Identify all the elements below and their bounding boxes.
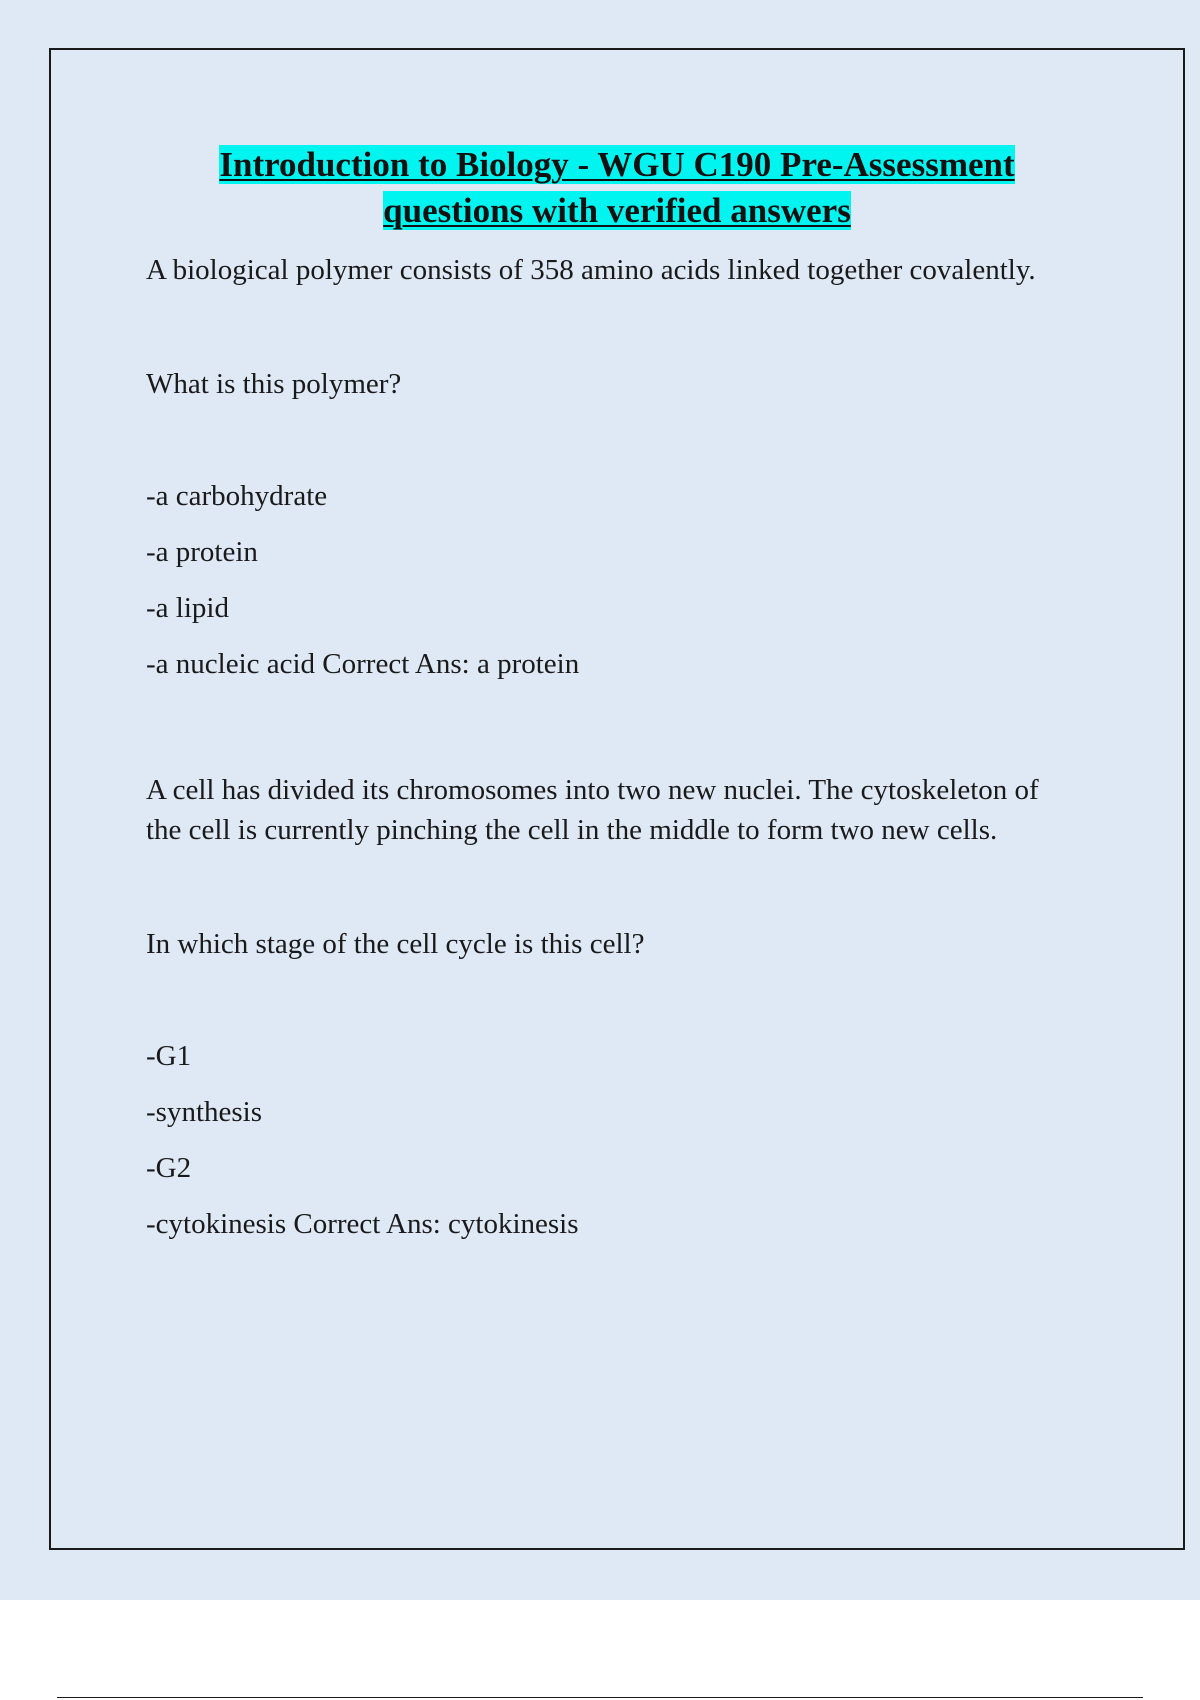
question-2-option: -G2 [146,1152,192,1184]
question-2-option-with-answer: -cytokinesis Correct Ans: cytokinesis [146,1208,579,1240]
question-1-option: -a carbohydrate [146,480,328,512]
question-2-scenario: A cell has divided its chromosomes into two new nuclei. The cytoskeleton of the cell is currently pinching the cell in the middle to form two new cells. [146,774,1039,846]
document-title [0,142,1200,234]
title-line-2: questions with verified answers [383,191,851,230]
question-2-option: -synthesis [146,1096,262,1128]
question-1-options [146,476,1046,700]
document-body [146,250,1046,1260]
title-line-1: Introduction to Biology - WGU C190 Pre-Assessment [219,145,1015,184]
question-1-option-with-answer: -a nucleic acid Correct Ans: a protein [146,648,580,680]
question-2-stem: In which stage of the cell cycle is this cell? [146,928,645,960]
question-1-scenario: A biological polymer consists of 358 amino acids linked together covalently. [146,254,1036,286]
footer-rule [57,1697,1143,1698]
question-1-option: -a protein [146,536,258,568]
question-1-stem: What is this polymer? [146,368,402,400]
question-2-options [146,1036,1046,1260]
question-1-option: -a lipid [146,592,229,624]
question-2-option: -G1 [146,1040,192,1072]
